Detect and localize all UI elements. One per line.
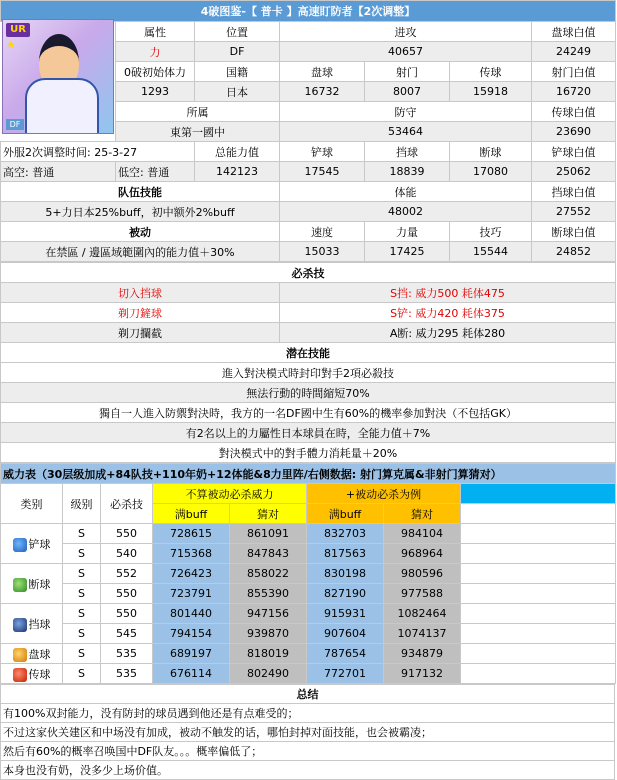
power-type bbox=[1, 564, 63, 604]
power-skill: 540 bbox=[101, 544, 153, 564]
stat-label: 盘球白值 bbox=[532, 22, 616, 42]
high-air-value: 高空: 普通 bbox=[1, 162, 116, 182]
summary-table bbox=[0, 684, 615, 780]
stat-label: 射门 bbox=[365, 62, 450, 82]
power-row bbox=[1, 524, 616, 544]
power-level: S bbox=[63, 524, 101, 544]
stat-value: 24852 bbox=[532, 242, 616, 262]
stat-label: 铲球 bbox=[280, 142, 365, 162]
skill-stat: S铲: 威力420 耗体375 bbox=[280, 303, 616, 323]
summary-line: 本身也没有奶，没多少上场价值。 bbox=[1, 761, 615, 780]
attribute-value: 力 bbox=[116, 42, 195, 62]
sub-guess: 猜对 bbox=[384, 504, 461, 524]
b-full-value: 827190 bbox=[307, 584, 384, 604]
stat-value: 142123 bbox=[195, 162, 280, 182]
stat-label: 挡球白值 bbox=[532, 182, 616, 202]
stat-value: 23690 bbox=[532, 122, 616, 142]
power-row bbox=[1, 644, 616, 664]
position-value: DF bbox=[195, 42, 280, 62]
stat-label: 0破初始体力 bbox=[116, 62, 195, 82]
power-skill: 545 bbox=[101, 624, 153, 644]
stat-label: 国籍 bbox=[195, 62, 280, 82]
a-guess-value: 858022 bbox=[230, 564, 307, 584]
b-full-value: 915931 bbox=[307, 604, 384, 624]
b-guess-value: 977588 bbox=[384, 584, 461, 604]
star-icon: ★ bbox=[6, 38, 16, 51]
power-title: 威力表（30层级加成+84队技+110年奶+12体能&8力里阵/右侧数据: 射门算克属&非射门算猜对） bbox=[1, 464, 616, 484]
a-full-value: 726423 bbox=[153, 564, 230, 584]
blank-cell bbox=[461, 624, 616, 644]
dribble-icon bbox=[13, 648, 27, 662]
power-row bbox=[1, 624, 616, 644]
team-skill-label: 队伍技能 bbox=[1, 182, 280, 202]
stat-label: 总能力值 bbox=[195, 142, 280, 162]
a-guess-value: 855390 bbox=[230, 584, 307, 604]
blank-cell bbox=[461, 504, 616, 524]
latent-header: 潜在技能 bbox=[1, 343, 616, 363]
power-row bbox=[1, 564, 616, 584]
power-skill: 535 bbox=[101, 664, 153, 684]
power-skill: 550 bbox=[101, 524, 153, 544]
stat-label: 防守 bbox=[280, 102, 532, 122]
col-level: 级别 bbox=[63, 484, 101, 524]
blank-header bbox=[461, 484, 616, 504]
a-full-value: 723791 bbox=[153, 584, 230, 604]
power-skill: 550 bbox=[101, 604, 153, 624]
stat-value: 1293 bbox=[116, 82, 195, 102]
latent-line: 獨自一人進入防禦對決時，我方的一名DF國中生有60%的機率參加對決（不包括GK） bbox=[1, 403, 616, 423]
power-skill: 535 bbox=[101, 644, 153, 664]
adjust-date: 外服2次调整时间: 25-3-27 bbox=[1, 142, 195, 162]
stat-label: 挡球 bbox=[365, 142, 450, 162]
b-full-value: 787654 bbox=[307, 644, 384, 664]
a-guess-value: 818019 bbox=[230, 644, 307, 664]
power-level: S bbox=[63, 624, 101, 644]
stat-value: 15544 bbox=[450, 242, 532, 262]
power-type-label: 断球 bbox=[28, 577, 51, 591]
stat-label: 盘球 bbox=[280, 62, 365, 82]
col-skill: 必杀技 bbox=[101, 484, 153, 524]
a-full-value: 715368 bbox=[153, 544, 230, 564]
skill-stat: A断: 威力295 耗体280 bbox=[280, 323, 616, 343]
stat-value: 16720 bbox=[532, 82, 616, 102]
stat-label: 力量 bbox=[365, 222, 450, 242]
b-guess-value: 984104 bbox=[384, 524, 461, 544]
stat-value: 日本 bbox=[195, 82, 280, 102]
power-level: S bbox=[63, 544, 101, 564]
stat-label: 射门白值 bbox=[532, 62, 616, 82]
position-badge: DF bbox=[6, 119, 24, 130]
low-air-value: 低空: 普通 bbox=[116, 162, 195, 182]
intercept-icon bbox=[13, 578, 27, 592]
b-full-value: 832703 bbox=[307, 524, 384, 544]
special-table bbox=[0, 262, 616, 463]
b-guess-value: 1082464 bbox=[384, 604, 461, 624]
stat-label: 属性 bbox=[116, 22, 195, 42]
stat-value: 53464 bbox=[280, 122, 532, 142]
power-type bbox=[1, 664, 63, 684]
a-full-value: 676114 bbox=[153, 664, 230, 684]
power-level: S bbox=[63, 584, 101, 604]
blank-cell bbox=[461, 544, 616, 564]
power-type-label: 挡球 bbox=[28, 617, 51, 631]
stat-value: 15918 bbox=[450, 82, 532, 102]
stat-label: 传球 bbox=[450, 62, 532, 82]
stat-value: 17545 bbox=[280, 162, 365, 182]
tackle-icon bbox=[13, 538, 27, 552]
power-type-label: 传球 bbox=[28, 667, 51, 681]
power-level: S bbox=[63, 604, 101, 624]
latent-line: 對決模式中的對手體力消耗量＋20% bbox=[1, 443, 616, 463]
a-full-value: 689197 bbox=[153, 644, 230, 664]
a-full-value: 728615 bbox=[153, 524, 230, 544]
skill-stat: S挡: 威力500 耗体475 bbox=[280, 283, 616, 303]
b-guess-value: 1074137 bbox=[384, 624, 461, 644]
stat-label: 技巧 bbox=[450, 222, 532, 242]
a-guess-value: 947156 bbox=[230, 604, 307, 624]
stat-value: 18839 bbox=[365, 162, 450, 182]
passive-label: 被动 bbox=[1, 222, 280, 242]
rarity-badge: UR bbox=[6, 23, 30, 37]
stat-label: 所属 bbox=[116, 102, 280, 122]
a-guess-value: 939870 bbox=[230, 624, 307, 644]
blank-cell bbox=[461, 644, 616, 664]
stat-label: 断球白值 bbox=[532, 222, 616, 242]
a-full-value: 794154 bbox=[153, 624, 230, 644]
group-a-header: 不算被动必杀威力 bbox=[153, 484, 307, 504]
a-full-value: 801440 bbox=[153, 604, 230, 624]
latent-line: 進入對決模式時封印對手2項必殺技 bbox=[1, 363, 616, 383]
stat-label: 体能 bbox=[280, 182, 532, 202]
latent-line: 無法行動的時間縮短70% bbox=[1, 383, 616, 403]
col-type: 类别 bbox=[1, 484, 63, 524]
a-guess-value: 861091 bbox=[230, 524, 307, 544]
skill-name: 剃刀攔截 bbox=[1, 323, 280, 343]
special-header: 必杀技 bbox=[1, 263, 616, 283]
power-row bbox=[1, 544, 616, 564]
passive-value: 在禁區 / 邊區域範圍內的能力值＋30% bbox=[1, 242, 280, 262]
block-icon bbox=[13, 618, 27, 632]
power-level: S bbox=[63, 644, 101, 664]
player-body bbox=[25, 78, 99, 134]
stat-value: 8007 bbox=[365, 82, 450, 102]
skill-name: 切入挡球 bbox=[1, 283, 280, 303]
power-row bbox=[1, 604, 616, 624]
a-guess-value: 802490 bbox=[230, 664, 307, 684]
stat-label: 速度 bbox=[280, 222, 365, 242]
power-level: S bbox=[63, 664, 101, 684]
stat-label: 铲球白值 bbox=[532, 142, 616, 162]
page-title: 4破图鉴-【 普卡 】高速盯防者【2次调整】 bbox=[1, 1, 616, 22]
power-row bbox=[1, 664, 616, 684]
blank-cell bbox=[461, 564, 616, 584]
power-type-label: 铲球 bbox=[28, 537, 51, 551]
stat-value: 東第一國中 bbox=[116, 122, 280, 142]
blank-cell bbox=[461, 584, 616, 604]
sub-full: 满buff bbox=[153, 504, 230, 524]
stat-value: 48002 bbox=[280, 202, 532, 222]
group-b-header: +被动必杀为例 bbox=[307, 484, 461, 504]
power-type bbox=[1, 644, 63, 664]
blank-cell bbox=[461, 604, 616, 624]
stat-value: 25062 bbox=[532, 162, 616, 182]
b-guess-value: 980596 bbox=[384, 564, 461, 584]
skill-name: 剃刀鏟球 bbox=[1, 303, 280, 323]
power-row bbox=[1, 584, 616, 604]
summary-header: 总结 bbox=[1, 685, 615, 704]
power-type bbox=[1, 604, 63, 644]
b-full-value: 830198 bbox=[307, 564, 384, 584]
attack-value: 40657 bbox=[280, 42, 532, 62]
blank-cell bbox=[461, 524, 616, 544]
stat-label: 位置 bbox=[195, 22, 280, 42]
power-type-label: 盘球 bbox=[28, 647, 51, 661]
stat-value: 16732 bbox=[280, 82, 365, 102]
stat-value: 17080 bbox=[450, 162, 532, 182]
power-skill: 550 bbox=[101, 584, 153, 604]
summary-line: 不过这家伙关建区和中场没有加成，被动不触发的话，哪怕封掉对面技能，也会被霸凌； bbox=[1, 723, 615, 742]
stat-label: 进攻 bbox=[280, 22, 532, 42]
pass-icon bbox=[13, 668, 27, 682]
power-table bbox=[0, 463, 616, 684]
stat-label: 断球 bbox=[450, 142, 532, 162]
power-type bbox=[1, 524, 63, 564]
b-guess-value: 934879 bbox=[384, 644, 461, 664]
latent-line: 有2名以上的力屬性日本球員在時，全能力值＋7% bbox=[1, 423, 616, 443]
sub-full: 满buff bbox=[307, 504, 384, 524]
summary-line: 有100%双封能力，没有防封的球员遇到他还是有点难受的； bbox=[1, 704, 615, 723]
power-skill: 552 bbox=[101, 564, 153, 584]
b-full-value: 817563 bbox=[307, 544, 384, 564]
blank-cell bbox=[461, 664, 616, 684]
player-avatar bbox=[2, 19, 114, 134]
stat-label: 传球白值 bbox=[532, 102, 616, 122]
team-skill-value: 5+力日本25%buff，初中额外2%buff bbox=[1, 202, 280, 222]
power-level: S bbox=[63, 564, 101, 584]
stat-value: 27552 bbox=[532, 202, 616, 222]
b-full-value: 772701 bbox=[307, 664, 384, 684]
sub-guess: 猜对 bbox=[230, 504, 307, 524]
stat-value: 17425 bbox=[365, 242, 450, 262]
b-full-value: 907604 bbox=[307, 624, 384, 644]
b-guess-value: 917132 bbox=[384, 664, 461, 684]
dribble-base-value: 24249 bbox=[532, 42, 616, 62]
b-guess-value: 968964 bbox=[384, 544, 461, 564]
stat-value: 15033 bbox=[280, 242, 365, 262]
summary-line: 然后有60%的概率召唤国中DF队友。。。概率偏低了； bbox=[1, 742, 615, 761]
a-guess-value: 847843 bbox=[230, 544, 307, 564]
